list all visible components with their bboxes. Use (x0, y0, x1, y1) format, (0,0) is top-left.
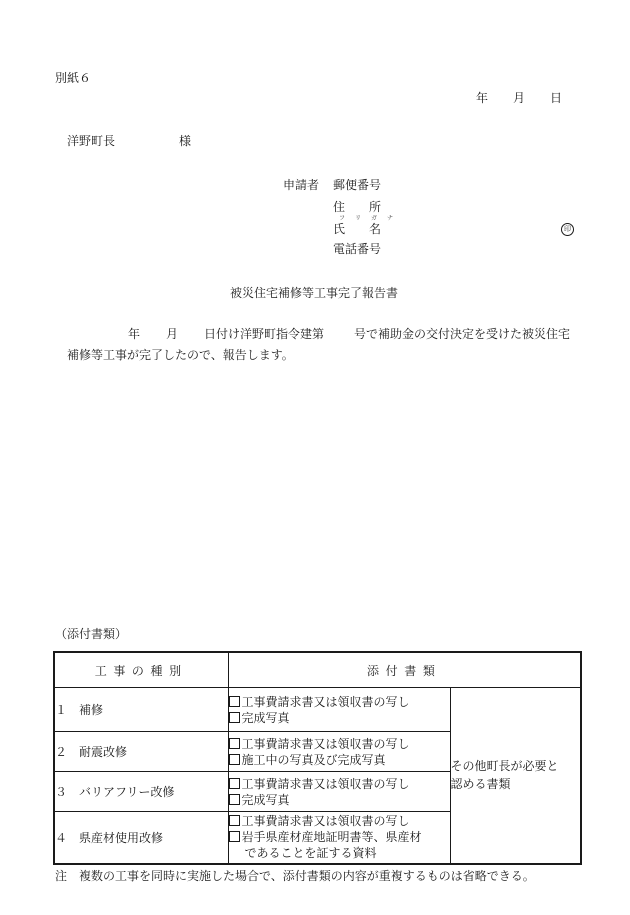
date-day: 日 (550, 91, 563, 105)
furigana-3: ガ (371, 215, 378, 222)
checkbox[interactable] (229, 696, 240, 707)
checkbox[interactable] (229, 738, 240, 749)
attachment-docs: 工事費請求書又は領収書の写し 完成写真 (228, 772, 450, 812)
body-text-part2: 号で補助金の交付決定を受けた被災住宅 (354, 327, 571, 341)
document-title: 被災住宅補修等工事完了報告書 (230, 286, 399, 300)
postal-code-label: 郵便番号 (333, 178, 382, 192)
header-work-type: 工事の種別 (54, 652, 228, 688)
body-text-part1: 日付け洋野町指令建第 (204, 327, 325, 341)
phone-label: 電話番号 (333, 242, 382, 256)
addressee-honorific: 様 (179, 134, 192, 148)
footnote: 注 複数の工事を同時に実施した場合で、添付書類の内容が重複するものは省略できる。 (55, 869, 535, 883)
attachment-docs: 工事費請求書又は領収書の写し 岩手県産材産地証明書等、県産材 であることを証する資料 (228, 812, 450, 864)
body-month: 月 (166, 327, 179, 341)
date-year: 年 (476, 91, 489, 105)
seal-mark: 印 (561, 223, 574, 236)
date-month: 月 (513, 91, 526, 105)
work-type-repair: １ 補修 (54, 688, 228, 732)
header-attachments: 添付書類 (228, 652, 581, 688)
attachment-docs: 工事費請求書又は領収書の写し 施工中の写真及び完成写真 (228, 732, 450, 772)
furigana-2: リ (355, 215, 362, 222)
checkbox[interactable] (229, 778, 240, 789)
checkbox[interactable] (229, 815, 240, 826)
attachments-caption: （添付書類） (55, 627, 128, 641)
checkbox[interactable] (229, 794, 240, 805)
name-label: 氏 名 (333, 222, 382, 236)
work-type-seismic: ２ 耐震改修 (54, 732, 228, 772)
body-text-line2: 補修等工事が完了したので、報告します。 (67, 348, 294, 362)
checkbox[interactable] (229, 831, 240, 842)
work-type-barrier-free: ３ バリアフリー改修 (54, 772, 228, 812)
checkbox[interactable] (229, 712, 240, 723)
form-number: 別紙６ (55, 71, 92, 85)
checkbox[interactable] (229, 754, 240, 765)
addressee-name: 洋野町長 (67, 134, 116, 148)
table-row (54, 688, 581, 732)
applicant-label: 申請者 (283, 178, 320, 192)
other-documents: その他町長が必要と 認める書類 (450, 688, 581, 864)
address-label: 住 所 (333, 200, 382, 214)
furigana-1: フ (339, 215, 346, 222)
work-type-local-timber: ４ 県産材使用改修 (54, 812, 228, 864)
attachment-docs: 工事費請求書又は領収書の写し 完成写真 (228, 688, 450, 732)
furigana-4: ナ (387, 215, 394, 222)
attachments-table (53, 651, 582, 865)
body-year: 年 (128, 327, 141, 341)
